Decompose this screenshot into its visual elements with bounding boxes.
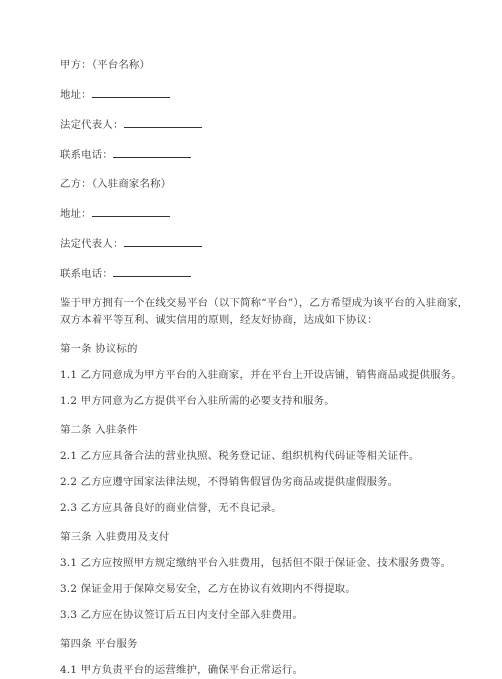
party-a-legal-rep-label: 法定代表人： (60, 119, 124, 131)
party-b-legal-rep-blank (124, 235, 202, 247)
article-1-clause-2: 1.2 甲方同意为乙方提供平台入驻所需的必要支持和服务。 (60, 395, 335, 407)
party-a-label: 甲方：（平台名称） (60, 59, 151, 71)
party-b-phone-blank (113, 265, 191, 277)
party-b-phone-label: 联系电话： (60, 268, 113, 280)
article-2-title: 第二条 入驻条件 (60, 424, 138, 436)
article-2-clause-2: 2.2 乙方应遵守国家法律法规，不得销售假冒伪劣商品或提供虚假服务。 (60, 476, 399, 488)
party-a-phone (60, 146, 466, 164)
article-2-clause-1: 2.1 乙方应具备合法的营业执照、税务登记证、组织机构代码证等相关证件。 (60, 450, 420, 462)
party-b-label: 乙方：（入驻商家名称） (60, 178, 172, 190)
party-b-legal-rep-label: 法定代表人： (60, 238, 124, 250)
party-a-address-blank (92, 86, 170, 98)
article-3-title: 第三条 入驻费用及支付 (60, 531, 170, 543)
party-b-address-blank (92, 205, 170, 217)
article-1-clause-1: 1.1 乙方同意成为甲方平台的入驻商家，并在平台上开设店铺，销售商品或提供服务。 (60, 369, 462, 381)
party-a-address (60, 86, 466, 104)
party-a-legal-rep-blank (124, 116, 202, 128)
party-b-phone (60, 265, 466, 283)
article-3-clause-2: 3.2 保证金用于保障交易安全，乙方在协议有效期内不得提取。 (60, 583, 356, 595)
article-1-title: 第一条 协议标的 (60, 343, 138, 355)
party-b-address-label: 地址： (60, 208, 92, 220)
party-a-address-label: 地址： (60, 89, 92, 101)
party-a-phone-label: 联系电话： (60, 149, 113, 161)
party-b-legal-rep (60, 235, 466, 253)
article-3-clause-1: 3.1 乙方应按照甲方规定缴纳平台入驻费用，包括但不限于保证金、技术服务费等。 (60, 557, 452, 569)
preamble: 鉴于甲方拥有一个在线交易平台（以下简称“平台”），乙方希望成为该平台的入驻商家，双方本着平等互利、诚实信用的原则，经友好协商，达成如下协议： (60, 297, 469, 326)
article-2-clause-3: 2.3 乙方应具备良好的商业信誉，无不良记录。 (60, 502, 282, 514)
article-3-clause-3: 3.3 乙方应在协议签订后五日内支付全部入驻费用。 (60, 609, 304, 621)
party-a-phone-blank (113, 146, 191, 158)
article-4-clause-1: 4.1 甲方负责平台的运营维护，确保平台正常运行。 (60, 664, 304, 676)
party-a-legal-rep (60, 116, 466, 134)
article-4-title: 第四条 平台服务 (60, 638, 138, 650)
party-b-address (60, 205, 466, 223)
